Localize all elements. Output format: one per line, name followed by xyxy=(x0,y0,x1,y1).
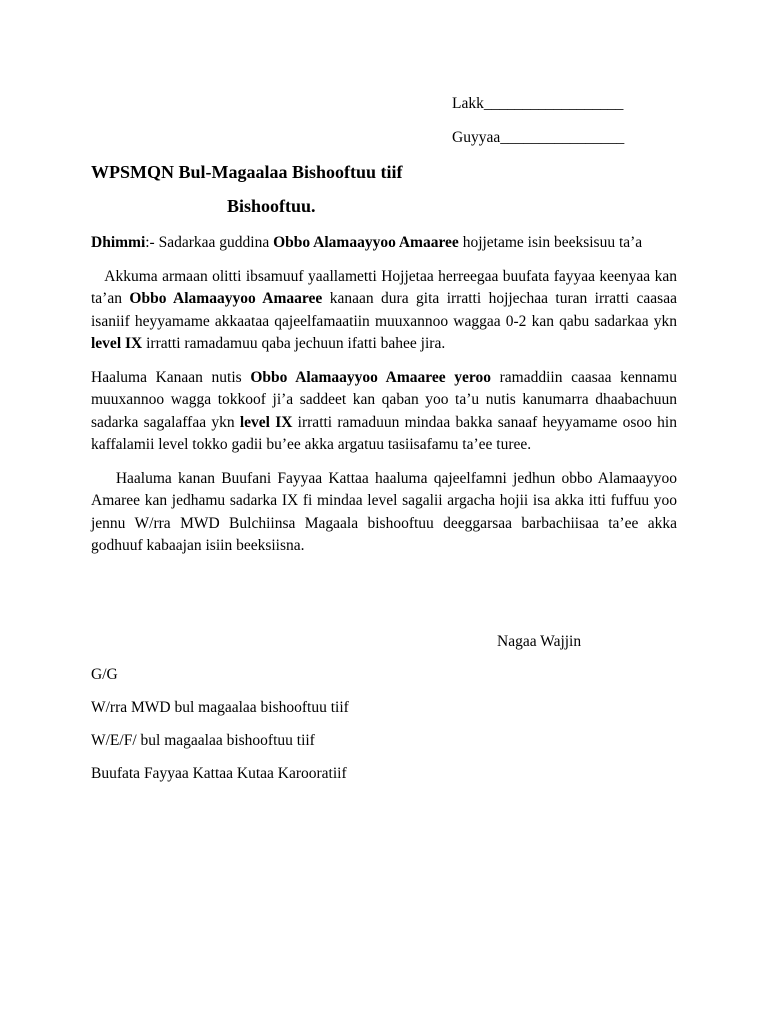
recipient-line-2: Bishooftuu. xyxy=(227,196,316,216)
reference-number-line: Lakk__________________ xyxy=(452,95,624,112)
subject-name: Obbo Alamaayyoo Amaaree xyxy=(273,234,459,251)
copy-to-item: W/rra MWD bul magaalaa bishooftuu tiif xyxy=(91,699,349,716)
paragraph-2: Haaluma Kanaan nutis Obbo Alamaayyoo Amaaree yeroo ramaddiin caasaa kennamu muuxannoo wagga tokkoof ji’a saddeet kan qaban yoo ta’u nutis kanumarra dhaabachuun sadarka sagalaffaa ykn level IX irratti ramaduun mindaa bakka sanaaf heyyamame osoo hin kaffalamii level tokko gadii bu’ee akka argatuu tasiisafamu ta’ee turee. xyxy=(91,368,677,453)
closing-signature: Nagaa Wajjin xyxy=(497,633,582,650)
date-line: Guyyaa________________ xyxy=(452,129,625,146)
copy-to-label: G/G xyxy=(91,666,118,683)
subject-label: Dhimmi xyxy=(91,234,146,251)
paragraph-1: Akkuma armaan olitti ibsamuuf yaallametti Hojjetaa herreegaa buufata fayyaa keenyaa kan ta’an Obbo Alamaayyoo Amaaree kanaan dura gita irratti hojjechaa turan irratti caasaa isaniif heyyamame akkaataa qajeelfamaatiin muuxannoo waggaa 0-2 kan qabu sadarkaa ykn level IX irratti ramadamuu qaba jechuun ifatti bahee jira. xyxy=(91,267,677,352)
copy-to-list xyxy=(91,665,349,797)
paragraph-3: Haaluma kanan Buufani Fayyaa Kattaa haaluma qajeelfamni jedhun obbo Alamaayyoo Amaree kan jedhamu sadarka IX fi mindaa level sagalii argacha hojii isa akka itti fuffuu yoo jennu W/rra MWD Bulchiinsa Magaala bishooftuu deeggarsaa barbachiisaa ta’ee akka godhuuf kabaajan isiin beeksiisna. xyxy=(91,469,678,554)
recipient-line-1: WPSMQN Bul-Magaalaa Bishooftuu tiif xyxy=(91,162,403,182)
subject-paragraph: Dhimmi:- Sadarkaa guddina Obbo Alamaayyoo Amaaree hojjetame isin beeksisuu ta’a xyxy=(91,234,643,251)
letter-body xyxy=(91,232,677,569)
copy-to-item: W/E/F/ bul magaalaa bishooftuu tiif xyxy=(91,732,315,749)
recipient-address xyxy=(91,160,403,218)
copy-to-item: Buufata Fayyaa Kattaa Kutaa Karooratiif xyxy=(91,765,347,782)
